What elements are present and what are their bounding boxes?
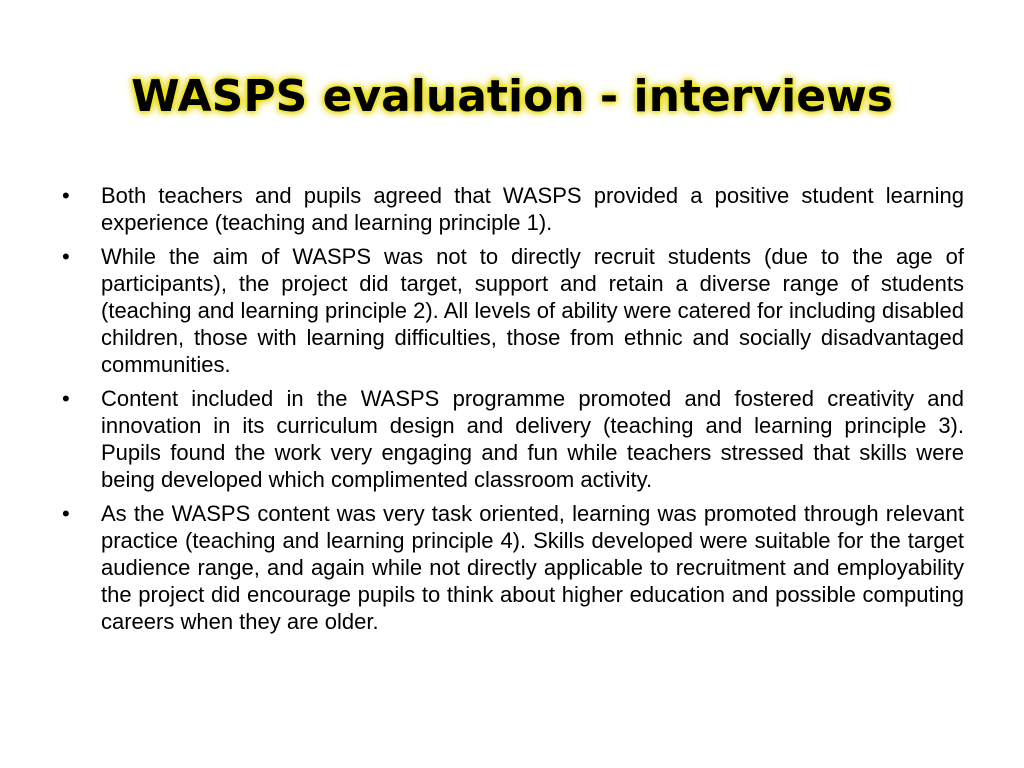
bullet-text-3: Content included in the WASPS programme promoted and fostered creativity and innovation in its curriculum design and delivery (teaching and learning principle 3). Pupils found the work very engaging and fun while teachers stressed that skills were being developed which complimented classroom activity. (101, 386, 964, 492)
bullet-text-4: As the WASPS content was very task oriented, learning was promoted through relevant practice (teaching and learning principle 4). Skills developed were suitable for the target audience range, and again while not directly applicable to recruitment and employability the project did encourage pupils to think about higher education and possible computing careers when they are older. (101, 501, 964, 634)
bullet-item-4 (62, 500, 964, 635)
bullet-dot-icon: • (62, 386, 70, 411)
slide-content (62, 182, 964, 642)
bullet-text-1: Both teachers and pupils agreed that WASPS provided a positive student learning experience (teaching and learning principle 1). (101, 183, 964, 235)
bullet-dot-icon: • (62, 501, 70, 526)
bullet-item-1 (62, 182, 964, 236)
bullet-dot-icon: • (62, 183, 70, 208)
slide-title: WASPS evaluation - interviews (131, 71, 893, 122)
bullet-list (62, 182, 964, 635)
bullet-text-2: While the aim of WASPS was not to directly recruit students (due to the age of participants), the project did target, support and retain a diverse range of students (teaching and learning principle 2). All levels of ability were catered for including disabled children, those with learning difficulties, those from ethnic and socially disadvantaged communities. (101, 244, 964, 377)
bullet-item-2 (62, 243, 964, 378)
bullet-item-3 (62, 385, 964, 493)
bullet-dot-icon: • (62, 244, 70, 269)
